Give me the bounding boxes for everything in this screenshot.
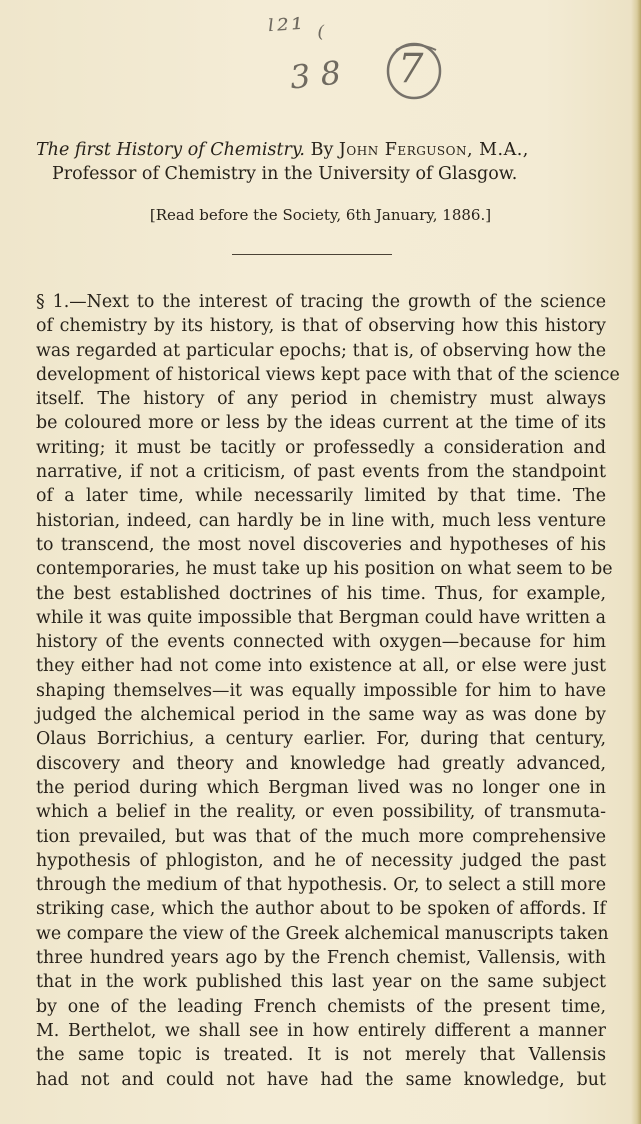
body-line: shaping themselves—it was equally impossible for him to have bbox=[36, 680, 606, 701]
body-line: discovery and theory and knowledge had greatly advanced, bbox=[36, 753, 606, 774]
circled-number: 7 bbox=[398, 46, 424, 92]
body-line: the best established doctrines of his time. Thus, for example, bbox=[36, 583, 606, 604]
body-line: by one of the leading French chemists of the present time, bbox=[36, 996, 606, 1017]
body-line: contemporaries, he must take up his position on what seem to be bbox=[36, 559, 613, 580]
page-edge-shadow bbox=[631, 0, 641, 1124]
body-line: writing; it must be tacitly or professedly a consideration and bbox=[36, 437, 606, 458]
body-line: M. Berthelot, we shall see in how entirely different a manner bbox=[36, 1020, 606, 1041]
body-line: narrative, if not a criticism, of past events from the standpoint bbox=[36, 462, 606, 483]
body-line: three hundred years ago by the French chemist, Vallensis, with bbox=[36, 948, 606, 969]
body-line: tion prevailed, but was that of the much more comprehensive bbox=[36, 826, 606, 847]
body-line: the period during which Bergman lived was no longer one in bbox=[36, 777, 606, 798]
body-line: judged the alchemical period in the same way as was done by bbox=[36, 705, 606, 726]
author-affiliation: Professor of Chemistry in the University of Glasgow. bbox=[52, 164, 518, 184]
body-line: hypothesis of phlogiston, and he of necessity judged the past bbox=[36, 850, 606, 871]
body-line: was regarded at particular epochs; that is, of observing how the bbox=[36, 340, 606, 361]
body-line: we compare the view of the Greek alchemical manuscripts taken bbox=[36, 923, 609, 944]
body-line: to transcend, the most novel discoveries and hypotheses of his bbox=[36, 534, 606, 555]
body-line: they either had not come into existence at all, or else were just bbox=[36, 656, 606, 677]
body-line: that in the work published this last year on the same subject bbox=[36, 972, 606, 993]
pencil-annotation-middle: 3 8 bbox=[288, 53, 343, 97]
body-line: historian, indeed, can hardly be in line with, much less venture bbox=[36, 510, 606, 531]
pencil-annotation-top: ˡ²¹ ₍ bbox=[266, 10, 328, 49]
article-title: The first History of Chemistry. bbox=[36, 140, 305, 160]
body-text bbox=[36, 290, 620, 1092]
divider-rule bbox=[232, 254, 392, 255]
byline-by: By bbox=[310, 140, 334, 160]
body-line: striking case, which the author about to be spoken of affords. If bbox=[36, 899, 606, 920]
body-line: itself. The history of any period in chemistry must always bbox=[36, 389, 606, 410]
body-line: which a belief in the reality, or even possibility, of transmuta- bbox=[36, 802, 606, 823]
reading-note: [Read before the Society, 6th January, 1886.] bbox=[149, 206, 492, 224]
body-line: through the medium of that hypothesis. Or, to select a still more bbox=[36, 875, 606, 896]
body-line: Olaus Borrichius, a century earlier. For, during that century, bbox=[36, 729, 606, 750]
body-line: of chemistry by its history, is that of observing how this history bbox=[36, 316, 606, 337]
body-line: while it was quite impossible that Bergman could have written a bbox=[36, 607, 606, 628]
body-line: history of the events connected with oxygen—because for him bbox=[36, 632, 606, 653]
body-line: had not and could not have had the same knowledge, but bbox=[36, 1069, 606, 1090]
body-line: of a later time, while necessarily limited by that time. The bbox=[36, 486, 606, 507]
body-line: the same topic is treated. It is not merely that Vallensis bbox=[36, 1045, 606, 1066]
header-line-1 bbox=[36, 138, 626, 162]
circled-number-annotation bbox=[384, 40, 444, 100]
body-line: § 1.—Next to the interest of tracing the growth of the science bbox=[36, 292, 606, 312]
author-name: John Ferguson, M.A., bbox=[338, 140, 529, 160]
body-line: be coloured more or less by the ideas current at the time of its bbox=[36, 413, 606, 434]
article-header bbox=[36, 138, 626, 186]
body-line: development of historical views kept pace with that of the science bbox=[36, 364, 620, 385]
